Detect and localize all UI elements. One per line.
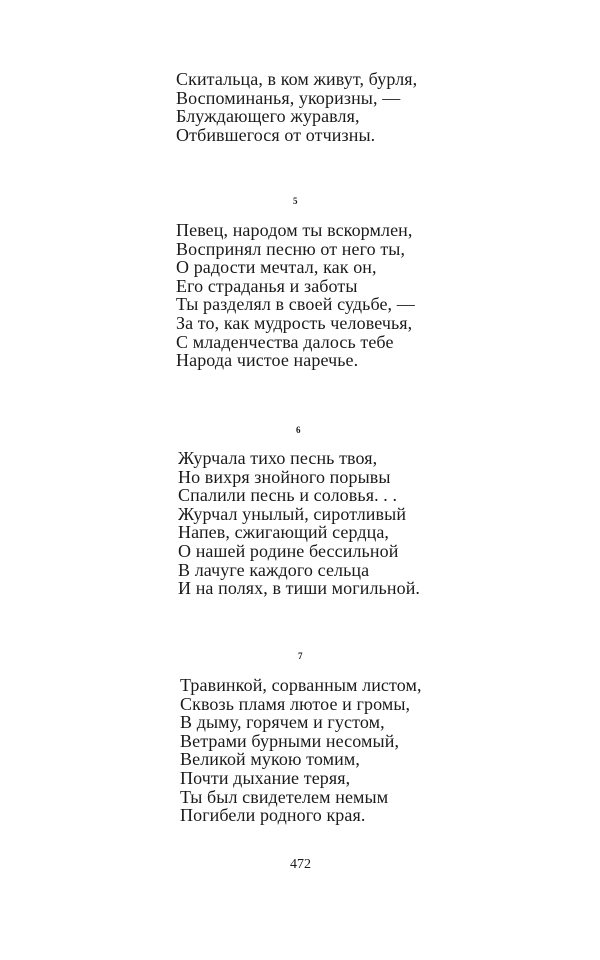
poem-line: О нашей родине бессильной bbox=[178, 540, 399, 561]
stanza-section-5 bbox=[176, 221, 415, 370]
poem-line: О радости мечтал, как он, bbox=[176, 257, 377, 278]
poem-line: Журчал унылый, сиротливый bbox=[178, 503, 407, 524]
page-number: 472 bbox=[290, 857, 311, 872]
section-number: 6 bbox=[296, 425, 301, 435]
poem-line: Напев, сжигающий сердца, bbox=[178, 522, 390, 543]
poem-line: Ты разделял в своей судьбе, — bbox=[176, 294, 415, 315]
poem-line: За то, как мудрость человечья, bbox=[176, 312, 413, 333]
section-number: 5 bbox=[293, 196, 298, 206]
poem-line: Но вихря знойного порывы bbox=[178, 466, 391, 487]
poem-line: Народа чистое наречье. bbox=[176, 350, 359, 371]
poem-line: Погибели родного края. bbox=[180, 805, 366, 826]
poem-line: Блуждающего журавля, bbox=[176, 106, 360, 127]
poem-line: И на полях, в тиши могильной. bbox=[178, 578, 421, 599]
poem-line: Воспринял песню от него ты, bbox=[176, 238, 406, 259]
poem-line: Ветрами бурными несомый, bbox=[180, 730, 400, 751]
poem-line: Певец, народом ты вскормлен, bbox=[176, 220, 413, 240]
section-number: 7 bbox=[298, 651, 303, 661]
poem-line: В лачуге каждого сельца bbox=[178, 559, 370, 580]
stanza-section-7 bbox=[180, 676, 422, 825]
stanza-section-6 bbox=[178, 449, 420, 598]
poem-line: Ты был свидетелем немым bbox=[180, 786, 389, 807]
poem-line: Воспоминанья, укоризны, — bbox=[176, 87, 401, 108]
poem-line: Его страданья и заботы bbox=[176, 275, 358, 296]
stanza-continuation bbox=[176, 70, 417, 144]
poem-line: Великой мукою томим, bbox=[180, 749, 360, 770]
poem-line: С младенчества далось тебе bbox=[176, 331, 394, 352]
poem-line: Скитальца, в ком живут, бурля, bbox=[176, 69, 418, 89]
poem-line: Сквозь пламя лютое и громы, bbox=[180, 693, 411, 714]
poem-line: Спалили песнь и соловья. . . bbox=[178, 485, 398, 506]
poem-line: В дыму, горячем и густом, bbox=[180, 712, 385, 733]
poem-line: Почти дыхание теряя, bbox=[180, 767, 351, 788]
poem-line: Отбившегося от отчизны. bbox=[176, 124, 376, 145]
poem-line: Журчала тихо песнь твоя, bbox=[178, 448, 378, 468]
poem-line: Травинкой, сорванным листом, bbox=[180, 675, 422, 695]
